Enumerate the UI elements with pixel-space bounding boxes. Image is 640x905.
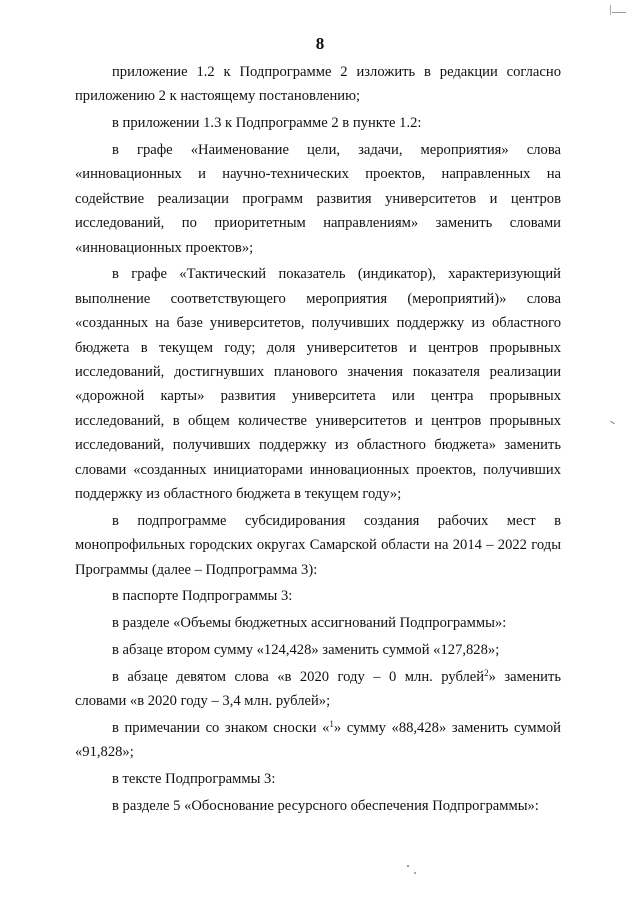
paragraph (75, 509, 561, 582)
paragraph-text: в приложении 1.3 к Подпрограмме 2 в пункте 1.2: (112, 115, 422, 132)
paragraph-text: в разделе «Объемы бюджетных ассигнований Подпрограммы»: (112, 615, 507, 632)
paragraph-text: в тексте Подпрограммы 3: (112, 771, 276, 788)
paragraph-text: в разделе 5 «Обоснование ресурсного обеспечения Подпрограммы»: (112, 798, 539, 815)
paragraph (75, 111, 561, 135)
paragraph-text: в графе «Наименование цели, задачи, мероприятия» слова «инновационных и научно-технических проектов, направленных на содействие реализации программ развития университетов и центров исследований, по приоритетным направлениям» заменить словами «инновационных проектов»; (75, 142, 561, 256)
footnote-superscript: 1 (329, 719, 334, 730)
paragraph (75, 138, 561, 260)
paragraph-text: в паспорте Подпрограммы 3: (112, 588, 293, 605)
paragraph (75, 60, 561, 109)
paragraph (75, 584, 561, 608)
paragraph-text: в графе «Тактический показатель (индикатор), характеризующий выполнение соответствующего мероприятия (мероприятий)» слова «созданных на базе университетов, получивших поддержку из областного бюджета в текущем году; доля университетов и центров прорывных исследований, достигнувших планового значения показателя реализации «дорожной карты» развития университета или центра прорывных исследований, в общем количестве университетов и центров прорывных исследований, получивших поддержку из областного бюджета» заменить словами «созданных инициаторами инновационных проектов, получивших поддержку из областного бюджета в текущем году»; (75, 266, 561, 503)
paragraph-text: » сумму «88,428» заменить суммой «91,828»; (75, 720, 561, 761)
scan-speck (406, 862, 420, 876)
scan-speck (608, 420, 618, 426)
page-number: 8 (315, 34, 325, 53)
paragraph (75, 262, 561, 506)
paragraph-text: в абзаце втором сумму «124,428» заменить суммой «127,828»; (112, 642, 500, 659)
scan-corner-mark (606, 4, 632, 24)
paragraph-text: в подпрограмме субсидирования создания рабочих мест в монопрофильных городских округах Самарской области на 2014 – 2022 годы Программы (далее – Подпрограмма 3): (75, 512, 561, 578)
paragraph (75, 716, 561, 765)
paragraph (75, 611, 561, 635)
paragraph (75, 665, 561, 714)
paragraph (75, 794, 561, 818)
paragraph (75, 638, 561, 662)
paragraph (75, 767, 561, 791)
paragraph-text: » заменить словами «в 2020 году – 3,4 млн. рублей»; (75, 668, 561, 710)
paragraph-text: приложение 1.2 к Подпрограмме 2 изложить в редакции согласно приложению 2 к настоящему постановлению; (75, 64, 561, 105)
paragraph-text: в абзаце девятом слова «в 2020 году – 0 млн. рублей (112, 668, 485, 685)
paragraph-text: в примечании со знаком сноски « (112, 720, 330, 737)
footnote-superscript: 2 (484, 667, 489, 678)
document-body (75, 60, 561, 818)
